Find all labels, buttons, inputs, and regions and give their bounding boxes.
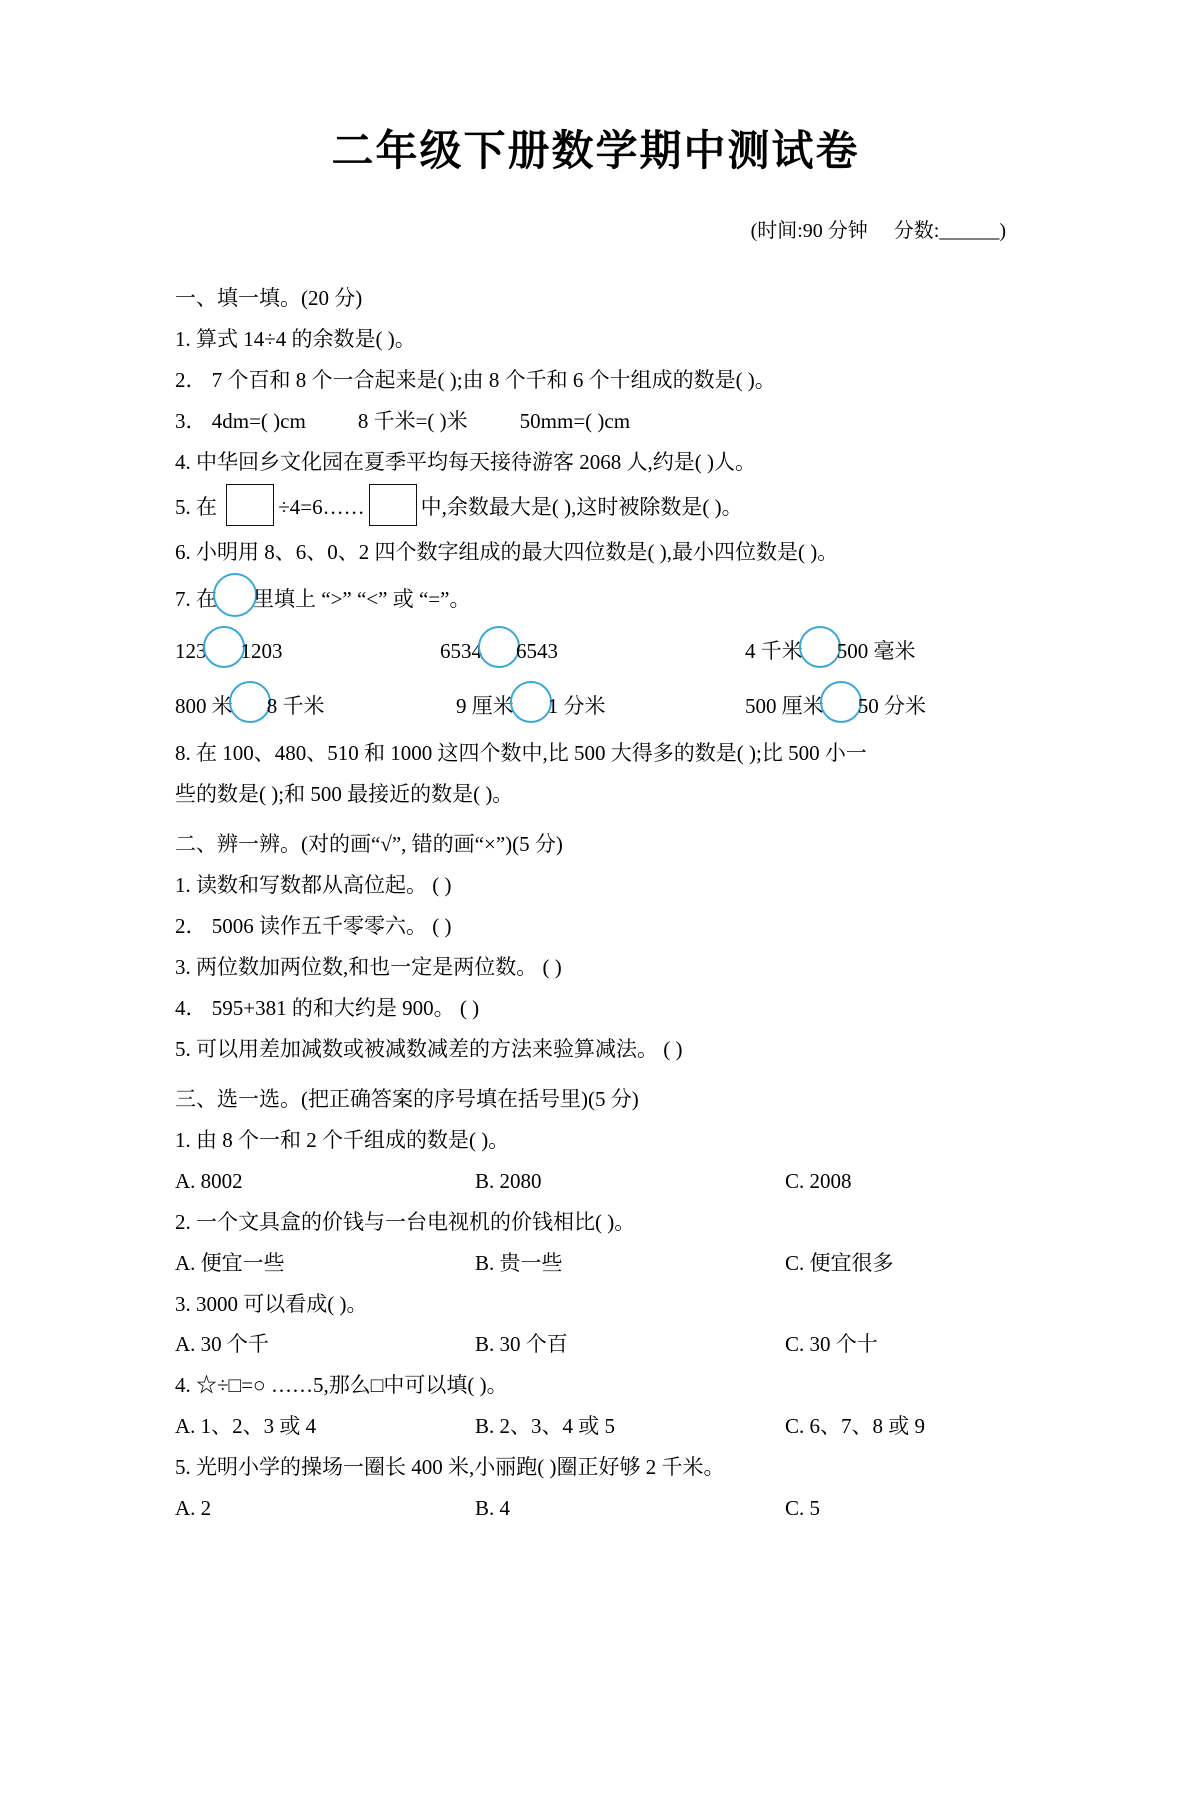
s1-q7-pre: 7. 在 — [175, 586, 217, 611]
compare-circle-icon[interactable] — [229, 681, 271, 723]
s3-q2-option-a[interactable]: A. 便宜一些 — [175, 1250, 285, 1275]
s3-q3-stem: 3. 3000 可以看成( )。 — [175, 1291, 368, 1316]
s3-q5-option-b[interactable]: B. 4 — [475, 1496, 511, 1521]
s3-q5-option-c[interactable]: C. 5 — [785, 1496, 821, 1521]
compare-circle-icon[interactable] — [820, 681, 862, 723]
s2-item-4: 4． 595+381 的和大约是 900。 ( ) — [175, 996, 480, 1021]
compare-row-1 — [175, 624, 1016, 679]
s3-q1-options — [175, 1161, 1016, 1202]
s3-q2-options — [175, 1243, 1016, 1284]
page-title: 二年级下册数学期中测试卷 — [331, 127, 860, 174]
compare-item-2 — [440, 624, 715, 679]
s3-q3-option-a[interactable]: A. 30 个千 — [175, 1332, 269, 1357]
s1-q3-part-a: 3． 4dm=( )cm — [175, 408, 306, 433]
compare-item-4 — [175, 679, 440, 734]
s1-q7-post: 里填上 “>” “<” 或 “=”。 — [253, 586, 471, 611]
s3-q1-option-c[interactable]: C. 2008 — [785, 1168, 852, 1193]
exam-score-label: 分数:______) — [893, 220, 1006, 242]
s3-q4-option-b[interactable]: B. 2、3、4 或 5 — [475, 1414, 616, 1439]
s3-q2-option-b[interactable]: B. 贵一些 — [475, 1250, 563, 1275]
s1-q5-pre: 5. 在 — [175, 494, 217, 519]
s3-q3-option-c[interactable]: C. 30 个十 — [785, 1332, 878, 1357]
s3-q4-option-c[interactable]: C. 6、7、8 或 9 — [785, 1414, 926, 1439]
compare-circle-icon[interactable] — [213, 573, 257, 617]
s2-item-1: 1. 读数和写数都从高位起。 ( ) — [175, 873, 452, 898]
s1-q6: 6. 小明用 8、6、0、2 四个数字组成的最大四位数是( ),最小四位数是( )。 — [175, 539, 839, 564]
answer-box-remainder[interactable] — [369, 484, 417, 526]
s3-q1-option-a[interactable]: A. 8002 — [175, 1168, 243, 1193]
s3-q4-option-a[interactable]: A. 1、2、3 或 4 — [175, 1414, 317, 1439]
s3-q4-stem: 4. ☆÷□=○ ……5,那么□中可以填( )。 — [175, 1373, 508, 1398]
section-one-heading: 一、填一填。(20 分) — [175, 286, 363, 310]
s1-q4: 4. 中华回乡文化园在夏季平均每天接待游客 2068 人,约是( )人。 — [175, 449, 756, 474]
compare-right-2: 6543 — [516, 639, 558, 664]
compare-left-5: 9 厘米 — [456, 693, 514, 718]
s1-q8-line1: 8. 在 100、480、510 和 1000 这四个数中,比 500 大得多的数是( );比 500 小一 — [175, 741, 867, 766]
section-two-heading: 二、辨一辨。(对的画“√”, 错的画“×”)(5 分) — [175, 832, 563, 857]
s1-q5-post: 中,余数最大是( ),这时被除数是( )。 — [420, 494, 743, 519]
compare-right-4: 8 千米 — [266, 693, 325, 718]
compare-left-1: 123 — [175, 639, 207, 664]
s3-q1-option-b[interactable]: B. 2080 — [475, 1168, 542, 1193]
section-three-heading: 三、选一选。(把正确答案的序号填在括号里)(5 分) — [175, 1086, 639, 1111]
s1-q7 — [175, 573, 1016, 624]
compare-right-1: 1203 — [240, 639, 283, 664]
compare-circle-icon[interactable] — [510, 681, 552, 723]
compare-item-5 — [440, 679, 715, 734]
compare-right-3: 500 毫米 — [836, 639, 916, 664]
compare-left-4: 800 米 — [175, 693, 233, 718]
compare-right-6: 50 分米 — [857, 693, 926, 718]
s1-q8-line2: 些的数是( );和 500 最接近的数是( )。 — [175, 782, 514, 807]
s3-q5-option-a[interactable]: A. 2 — [175, 1496, 212, 1521]
compare-circle-icon[interactable] — [478, 626, 520, 668]
s1-q3-part-c: 50mm=( )cm — [519, 408, 631, 433]
compare-left-3: 4 千米 — [745, 639, 803, 664]
s2-item-3: 3. 两位数加两位数,和也一定是两位数。 ( ) — [175, 955, 562, 980]
compare-item-1 — [175, 624, 440, 679]
compare-left-6: 500 厘米 — [745, 693, 824, 718]
compare-row-2 — [175, 679, 1016, 734]
compare-item-3 — [715, 624, 1016, 679]
exam-meta — [175, 214, 1016, 243]
s1-q5-mid: ÷4=6…… — [278, 494, 365, 519]
compare-circle-icon[interactable] — [799, 626, 841, 668]
s3-q3-options — [175, 1324, 1016, 1365]
s2-item-5: 5. 可以用差加减数或被减数减差的方法来验算减法。 ( ) — [175, 1036, 683, 1061]
s1-q5 — [175, 483, 1016, 532]
s2-item-2: 2． 5006 读作五千零零六。 ( ) — [175, 914, 452, 939]
exam-paper-page — [0, 118, 1191, 1802]
s3-q2-option-c[interactable]: C. 便宜很多 — [785, 1250, 894, 1275]
compare-item-6 — [715, 679, 1016, 734]
s1-q2: 2． 7 个百和 8 个一合起来是( );由 8 个千和 6 个十组成的数是( )。 — [175, 367, 776, 392]
answer-box-dividend[interactable] — [226, 484, 274, 526]
compare-right-5: 1 分米 — [547, 693, 606, 718]
s1-q3-part-b: 8 千米=( )米 — [357, 408, 468, 433]
compare-circle-icon[interactable] — [203, 626, 245, 668]
s3-q2-stem: 2. 一个文具盒的价钱与一台电视机的价钱相比( )。 — [175, 1209, 636, 1234]
s3-q3-option-b[interactable]: B. 30 个百 — [475, 1332, 568, 1357]
s3-q4-options — [175, 1406, 1016, 1447]
s1-q1: 1. 算式 14÷4 的余数是( )。 — [175, 326, 416, 351]
s3-q1-stem: 1. 由 8 个一和 2 个千组成的数是( )。 — [175, 1127, 510, 1152]
s3-q5-options — [175, 1488, 1016, 1529]
s1-q3 — [175, 401, 1016, 442]
compare-left-2: 6534 — [440, 639, 482, 664]
exam-time-label: (时间:90 分钟 — [750, 220, 868, 242]
s3-q5-stem: 5. 光明小学的操场一圈长 400 米,小丽跑( )圈正好够 2 千米。 — [175, 1455, 725, 1480]
